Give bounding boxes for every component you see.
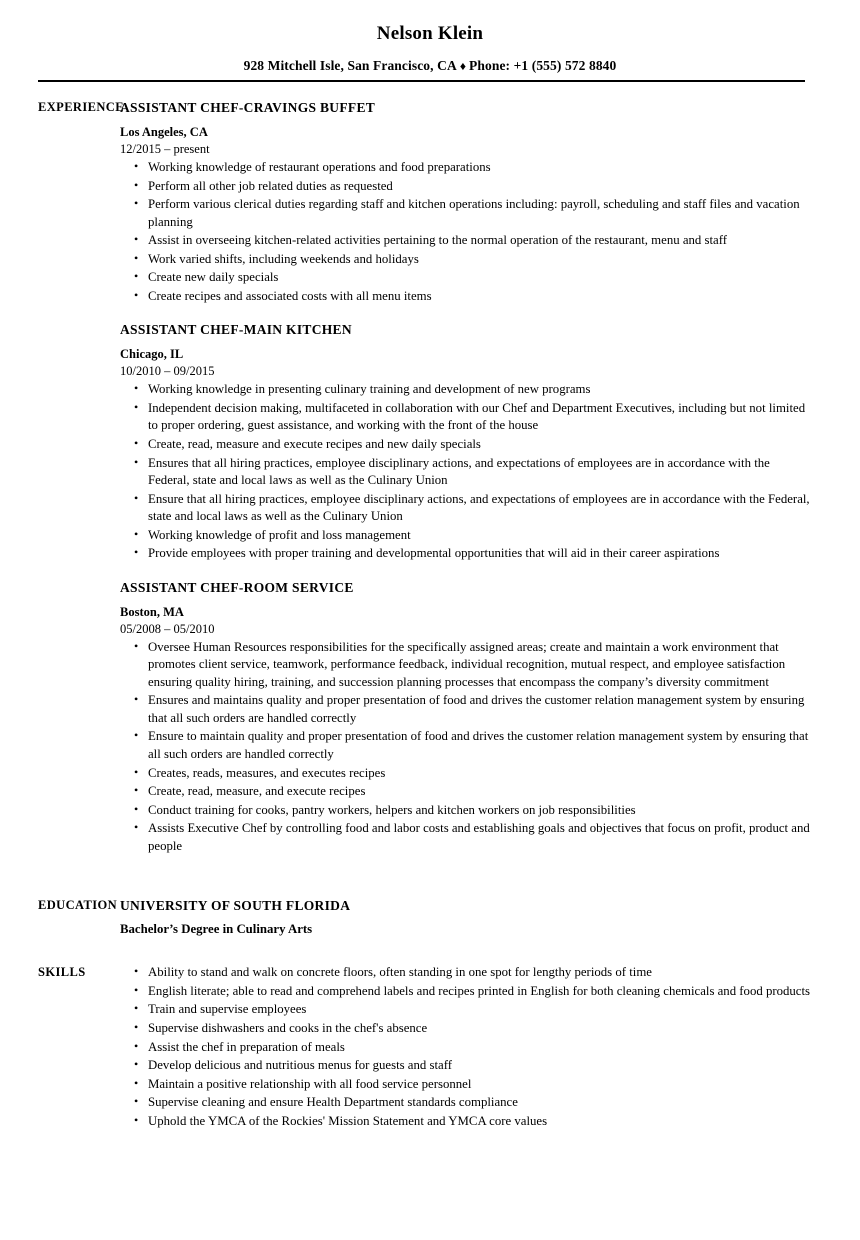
list-item: • Perform all other job related duties as requested (120, 178, 812, 196)
list-item: • Independent decision making, multifaceted in collaboration with our Chef and Department Executives, including but not limited to proper ordering, guest assistance, and working with the front of the house (120, 400, 812, 435)
list-item: • Create, read, measure and execute recipes and new daily specials (120, 436, 812, 454)
job-responsibility-list (120, 159, 812, 305)
experience-section (0, 100, 860, 872)
job-dates: 12/2015 – present (120, 141, 210, 156)
list-item: • Uphold the YMCA of the Rockies' Mission Statement and YMCA core values (120, 1113, 812, 1131)
job-dates: 05/2008 – 05/2010 (120, 621, 215, 636)
education-degree: Bachelor’s Degree in Culinary Arts (120, 922, 313, 937)
list-item: • Train and supervise employees (120, 1001, 812, 1019)
list-item: • Creates, reads, measures, and executes recipes (120, 765, 812, 783)
list-item: • Working knowledge of profit and loss management (120, 527, 812, 545)
education-school: UNIVERSITY OF SOUTH FLORIDA (120, 898, 351, 914)
experience-entry (120, 580, 812, 856)
list-item: • Assist the chef in preparation of meals (120, 1039, 812, 1057)
skills-bullet-list (120, 964, 812, 1130)
job-responsibility-list (120, 381, 812, 562)
experience-list (120, 100, 860, 872)
candidate-phone: Phone: +1 (555) 572 8840 (469, 57, 617, 73)
job-responsibility-list (120, 639, 812, 855)
resume-header (0, 0, 860, 82)
experience-entry (120, 322, 812, 562)
list-item: • Work varied shifts, including weekends and holidays (120, 251, 812, 269)
list-item: • Oversee Human Resources responsibilities for the specifically assigned areas; create and maintain a work environment that promotes client service, teamwork, performance feedback, individual recognition, mutual respect, and employee satisfaction ensuring quality hiring, training, and succession planning processes that encompass the company’s diversity commitment (120, 639, 812, 692)
candidate-contact-line (0, 58, 860, 74)
header-divider (38, 80, 805, 82)
education-list (120, 898, 860, 937)
job-location: Boston, MA (120, 604, 184, 619)
list-item: • English literate; able to read and comprehend labels and recipes printed in English for both cleaning chemicals and food products (120, 983, 812, 1001)
diamond-separator-icon: ♦ (459, 58, 467, 73)
list-item: • Assists Executive Chef by controlling food and labor costs and establishing goals and objectives that focus on profit, product and people (120, 820, 812, 855)
list-item: • Supervise cleaning and ensure Health Department standards compliance (120, 1094, 812, 1112)
education-entry (120, 898, 812, 937)
list-item: • Provide employees with proper training and developmental opportunities that will aid in their career aspirations (120, 545, 812, 563)
skills-section-label: SKILLS (38, 965, 86, 980)
education-section (0, 898, 860, 937)
list-item: • Working knowledge in presenting culinary training and development of new programs (120, 381, 812, 399)
list-item: • Ensures and maintains quality and proper presentation of food and drives the customer relation management system by ensuring that all such orders are handled correctly (120, 692, 812, 727)
list-item: • Develop delicious and nutritious menus for guests and staff (120, 1057, 812, 1075)
job-location: Chicago, IL (120, 347, 184, 362)
job-title: ASSISTANT CHEF-ROOM SERVICE (120, 579, 354, 595)
list-item: • Assist in overseeing kitchen-related activities pertaining to the normal operation of the restaurant, menu and staff (120, 232, 812, 250)
candidate-address: 928 Mitchell Isle, San Francisco, CA (243, 57, 457, 73)
experience-section-label: EXPERIENCE (38, 99, 124, 114)
list-item: • Create recipes and associated costs with all menu items (120, 288, 812, 306)
list-item: • Ensure that all hiring practices, employee disciplinary actions, and expectations of employees are in accordance with the Federal, state and local laws as well as the Culinary Union (120, 491, 812, 526)
list-item: • Ability to stand and walk on concrete floors, often standing in one spot for lengthy periods of time (120, 964, 812, 982)
job-title: ASSISTANT CHEF-MAIN KITCHEN (120, 322, 352, 338)
list-item: • Ensures that all hiring practices, employee disciplinary actions, and expectations of employees are in accordance with the Federal, state and local laws as well as the Culinary Union (120, 455, 812, 490)
list-item: • Perform various clerical duties regarding staff and kitchen operations including: payroll, scheduling and staff files and vacation planning (120, 196, 812, 231)
list-item: • Working knowledge of restaurant operations and food preparations (120, 159, 812, 177)
experience-entry (120, 100, 812, 305)
job-title: ASSISTANT CHEF-CRAVINGS BUFFET (120, 99, 376, 115)
list-item: • Maintain a positive relationship with all food service personnel (120, 1076, 812, 1094)
skills-list (120, 963, 860, 1130)
list-item: • Create, read, measure, and execute recipes (120, 783, 812, 801)
skills-section (0, 963, 860, 1130)
candidate-name: Nelson Klein (376, 23, 484, 44)
education-section-label: EDUCATION (38, 898, 118, 913)
list-item: • Ensure to maintain quality and proper presentation of food and drives the customer relation management system by ensuring that all such orders are handled correctly (120, 728, 812, 763)
list-item: • Supervise dishwashers and cooks in the chef's absence (120, 1020, 812, 1038)
list-item: • Conduct training for cooks, pantry workers, helpers and kitchen workers on job responsibilities (120, 802, 812, 820)
list-item: • Create new daily specials (120, 269, 812, 287)
job-dates: 10/2010 – 09/2015 (120, 364, 215, 379)
job-location: Los Angeles, CA (120, 124, 208, 139)
